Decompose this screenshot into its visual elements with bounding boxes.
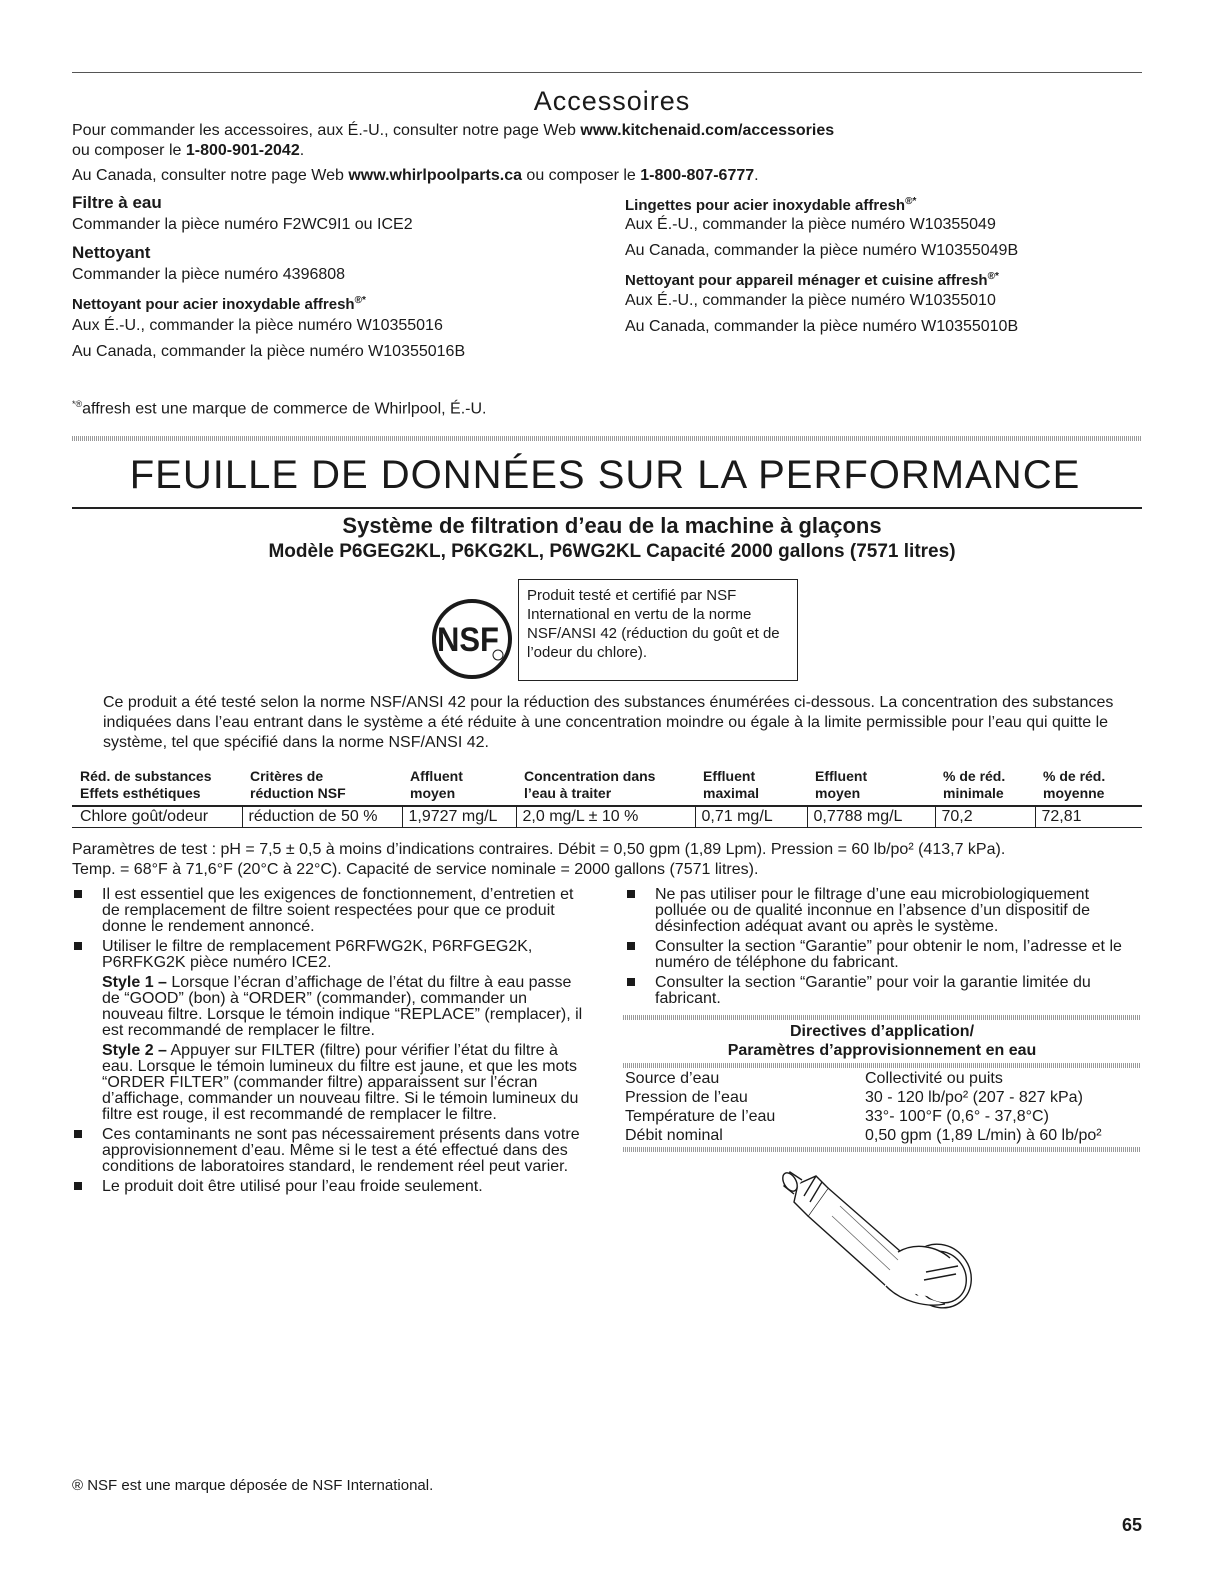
performance-table-wrap [72, 768, 1142, 828]
table-cell: 30 - 120 lb/po² (207 - 827 kPa) [865, 1089, 1083, 1106]
table-cell: 70,2 [935, 806, 1035, 828]
bullet-square-icon [74, 890, 82, 898]
performance-table [72, 768, 1142, 828]
performance-title: FEUILLE DE DONNÉES SUR LA PERFORMANCE [129, 453, 1081, 497]
directives-bottom-rule [623, 1147, 1141, 1152]
wipes-us: Aux É.-U., commander la pièce numéro W10355049 [625, 216, 996, 233]
accessories-intro-us: Pour commander les accessoires, aux É.-U., consulter notre page Web www.kitchenaid.com/accessories ou composer le 1-800-901-2042. [72, 122, 835, 159]
bullet-square-icon [74, 1130, 82, 1138]
right-bullets [625, 887, 1145, 1011]
whirlpoolparts-url[interactable]: www.whirlpoolparts.ca [348, 167, 522, 184]
table-row [72, 806, 1142, 828]
style1-note: Style 1 – Lorsque l’écran d’affichage de l’état du filtre à eau passe de “GOOD” (bon) à “ORDER” (commander), commander un nouveau filtre. Lorsque le témoin indique “REPLACE” (remplacer), il est recommandé de remplacer le filtre. [102, 974, 583, 1039]
steel-cleaner-heading: Nettoyant pour acier inoxydable affresh®* [72, 295, 366, 313]
table-header: Affluent moyen [410, 768, 463, 801]
table-header: Critères de réduction NSF [250, 768, 346, 801]
table-cell: Température de l’eau [625, 1108, 776, 1125]
table-cell: réduction de 50 % [242, 806, 402, 828]
table-header: Réd. de substances Effets esthétiques [80, 768, 212, 801]
list-item: Consulter la section “Garantie” pour obtenir le nom, l’adresse et le numéro de téléphone du fabricant. [625, 939, 1145, 971]
list-item: Utiliser le filtre de remplacement P6RFWG2K, P6RFGEG2K, P6RFKG2K pièce numéro ICE2. Style 1 – Lorsque l’écran d’affichage de l’état du filtre à eau passe de “GOOD” (bon) à “ORDER” (commander), commander un nouveau filtre. Lorsque le témoin indique “REPLACE” (remplacer), il est recommandé de remplacer le filtre. Style 2 – Appuyer sur FILTER (filtre) pour vérifier l’état du filtre à eau. Lorsque le témoin lumineux du filtre est jaune, et que les mots “ORDER FILTER” (commander filtre) apparaissent sur l’écran d’affichage, commander un nouveau filtre. Si le témoin lumineux du filtre est rouge, il est recommandé de remplacer le filtre. [72, 939, 592, 1123]
table-cell: Pression de l’eau [625, 1089, 748, 1106]
style2-note: Style 2 – Appuyer sur FILTER (filtre) pour vérifier l’état du filtre à eau. Lorsque le témoin lumineux du filtre est jaune, et que les mots “ORDER FILTER” (commander filtre) apparaissent sur l’écran d’affichage, commander un nouveau filtre. Si le témoin lumineux du filtre est rouge, il est recommandé de remplacer le filtre. [102, 1042, 579, 1123]
table-header-row [72, 768, 1142, 806]
steel-cleaner-us: Aux É.-U., commander la pièce numéro W10355016 [72, 317, 443, 334]
table-cell: Chlore goût/odeur [80, 808, 209, 825]
performance-description: Ce produit a été testé selon la norme NSF/ANSI 42 pour la réduction des substances énumérées ci-dessous. La concentration des substances indiquées dans l’eau entrant dans le système a été réduite à une concentration moindre ou égale à la limite permissible pour l’eau qui quitte le système, tel que spécifié dans la norme NSF/ANSI 42. [103, 694, 1114, 751]
table-cell: Collectivité ou puits [865, 1070, 1003, 1087]
model-line: Modèle P6GEG2KL, P6KG2KL, P6WG2KL Capacité 2000 gallons (7571 litres) [268, 541, 956, 562]
nsf-trademark-note: ® NSF est une marque déposée de NSF International. [72, 1477, 434, 1494]
table-row [623, 1088, 1141, 1107]
table-cell: 0,50 gpm (1,89 L/min) à 60 lb/po² [865, 1127, 1102, 1144]
water-filter-heading: Filtre à eau [72, 193, 162, 212]
table-header: % de réd. minimale [943, 768, 1006, 801]
bullet-square-icon [74, 942, 82, 950]
list-item: Il est essentiel que les exigences de fonctionnement, d’entretien et de remplacement de filtre soient respectées pour que ce produit donne le rendement annoncé. [72, 887, 592, 935]
directives-subtitle: Paramètres d’approvisionnement en eau [727, 1042, 1037, 1059]
table-cell: 33°- 100°F (0,6° - 37,8°C) [865, 1108, 1049, 1125]
table-row [623, 1126, 1141, 1145]
ca-phone: 1-800-807-6777 [640, 167, 755, 184]
affresh-footnote: *®affresh est une marque de commerce de Whirlpool, É.-U. [72, 399, 487, 418]
list-item: Consulter la section “Garantie” pour voir la garantie limitée du fabricant. [625, 975, 1145, 1007]
table-cell: 1,9727 mg/L [402, 806, 516, 828]
directives-box [623, 1015, 1141, 1152]
bullet-square-icon [627, 942, 635, 950]
appliance-cleaner-ca: Au Canada, commander la pièce numéro W10355010B [625, 318, 1019, 335]
table-cell: 72,81 [1035, 806, 1142, 828]
list-item: Ne pas utiliser pour le filtrage d’une eau microbiologiquement polluée ou de qualité inconnue en l’absence d’un dispositif de désinfection adéquat avant ou après le système. [625, 887, 1145, 935]
water-filter-text: Commander la pièce numéro F2WC9I1 ou ICE2 [72, 216, 413, 233]
nsf-certification-box: Produit testé et certifié par NSF International en vertu de la norme NSF/ANSI 42 (réduction du goût et de l’odeur du chlore). [518, 579, 798, 681]
test-parameters: Paramètres de test : pH = 7,5 ± 0,5 à moins d’indications contraires. Débit = 0,50 gpm (1,89 Lpm). Pression = 60 lb/po² (413,7 kPa). Temp. = 68°F à 71,6°F (20°C à 22°C). Capacité de service nominale = 2000 gallons (7571 litres). [72, 841, 1006, 878]
directives-table [623, 1069, 1141, 1145]
table-cell: 2,0 mg/L ± 10 % [516, 806, 695, 828]
table-cell: 0,71 mg/L [695, 806, 807, 828]
cleaner-text: Commander la pièce numéro 4396808 [72, 266, 346, 283]
table-header: Concentration dans l’eau à traiter [524, 768, 656, 801]
top-rule [72, 72, 1142, 73]
list-item: Ces contaminants ne sont pas nécessairement présents dans votre approvisionnement d’eau. Même si le test a été effectué dans des conditions de laboratoires standard, le rendement réel peut varier. [72, 1127, 592, 1175]
table-row [623, 1107, 1141, 1126]
cleaner-heading: Nettoyant [72, 243, 151, 262]
title-rule [72, 507, 1142, 509]
table-header: % de réd. moyenne [1043, 768, 1106, 801]
bullet-square-icon [74, 1182, 82, 1190]
table-header: Effluent maximal [703, 768, 760, 801]
bullet-square-icon [627, 890, 635, 898]
directives-mid-rule [623, 1063, 1141, 1068]
table-row [623, 1069, 1141, 1088]
appliance-cleaner-us: Aux É.-U., commander la pièce numéro W10355010 [625, 292, 996, 309]
accessories-title: Accessoires [533, 86, 691, 116]
table-cell: Source d’eau [625, 1070, 720, 1087]
performance-subtitle: Système de filtration d’eau de la machine à glaçons [342, 513, 882, 538]
bullet-square-icon [627, 978, 635, 986]
section-separator [72, 436, 1142, 441]
table-cell: 0,7788 mg/L [807, 806, 935, 828]
nsf-logo-text: NSF [437, 620, 499, 659]
table-cell: Débit nominal [625, 1127, 723, 1144]
list-item: Le produit doit être utilisé pour l’eau froide seulement. [72, 1179, 592, 1195]
us-phone: 1-800-901-2042 [185, 142, 300, 159]
wipes-ca: Au Canada, commander la pièce numéro W10355049B [625, 242, 1019, 259]
appliance-cleaner-heading: Nettoyant pour appareil ménager et cuisine affresh®* [625, 271, 999, 289]
left-bullets [72, 887, 592, 1199]
page-number: 65 [1121, 1515, 1142, 1535]
kitchenaid-url[interactable]: www.kitchenaid.com/accessories [580, 122, 835, 139]
steel-cleaner-ca: Au Canada, commander la pièce numéro W10355016B [72, 343, 466, 360]
water-filter-cartridge-icon [780, 1166, 980, 1312]
directives-title: Directives d’application/ [789, 1023, 975, 1040]
nsf-logo [430, 597, 514, 681]
wipes-heading: Lingettes pour acier inoxydable affresh®* [625, 196, 917, 214]
directives-top-rule [623, 1015, 1141, 1020]
accessories-intro-ca: Au Canada, consulter notre page Web www.whirlpoolparts.ca ou composer le 1-800-807-6777. [72, 167, 759, 184]
table-header: Effluent moyen [815, 768, 868, 801]
filter-illustration [780, 1166, 980, 1312]
nsf-logo-graphic [430, 597, 514, 681]
